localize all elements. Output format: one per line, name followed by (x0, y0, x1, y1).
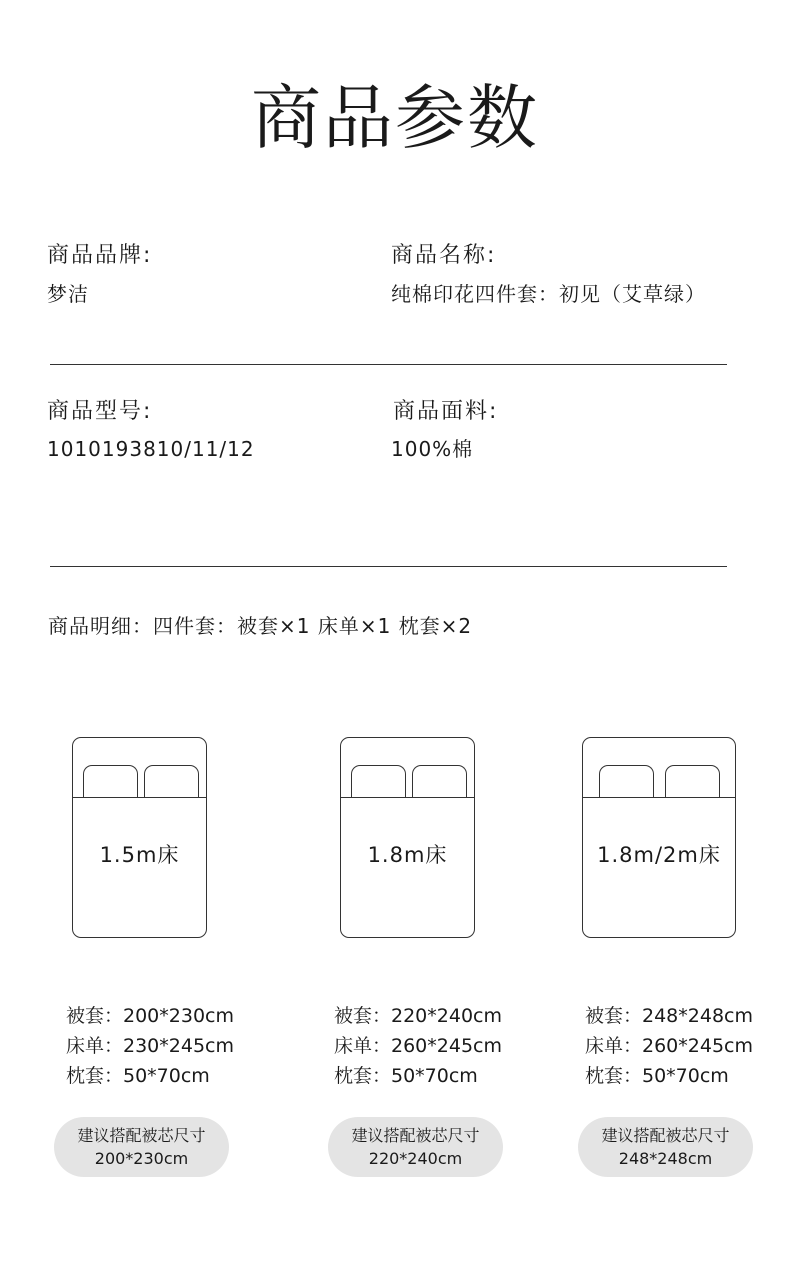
bed-sheet-size: 床单：230*245cm (66, 1035, 234, 1057)
bed-diagram-1-5m (72, 737, 207, 938)
suggested-duvet-title: 建议搭配被芯尺寸 (351, 1126, 480, 1145)
duvet-cover-size: 被套：220*240cm (334, 1005, 502, 1027)
duvet-cover-size: 被套：200*230cm (66, 1005, 234, 1027)
pillowcase-size: 枕套：50*70cm (334, 1065, 478, 1087)
brand-value: 梦洁 (47, 282, 89, 306)
divider (50, 364, 727, 365)
suggested-duvet-title: 建议搭配被芯尺寸 (601, 1126, 730, 1145)
pillowcase-size: 枕套：50*70cm (66, 1065, 210, 1087)
pillow-icon (665, 765, 720, 798)
product-detail: 商品明细：四件套：被套×1 床单×1 枕套×2 (48, 614, 473, 638)
bed-size-label: 1.5m床 (99, 843, 180, 867)
pillow-icon (412, 765, 467, 798)
pillow-icon (144, 765, 199, 798)
model-value: 1010193810/11/12 (47, 437, 255, 461)
bed-size-label: 1.8m/2m床 (597, 843, 721, 867)
bed-diagram-1-8m (340, 737, 475, 938)
bed-sheet-size: 床单：260*245cm (334, 1035, 502, 1057)
pillow-icon (599, 765, 654, 798)
suggested-duvet-size: 220*240cm (368, 1149, 463, 1168)
pillow-icon (351, 765, 406, 798)
pillowcase-size: 枕套：50*70cm (585, 1065, 729, 1087)
page-title: 商品参数 (251, 77, 539, 159)
duvet-cover-size: 被套：248*248cm (585, 1005, 753, 1027)
suggested-duvet-title: 建议搭配被芯尺寸 (77, 1126, 206, 1145)
product-name-value: 纯棉印花四件套：初见（艾草绿） (391, 282, 706, 306)
bed-sheet-line (73, 797, 206, 798)
fabric-label: 商品面料: (393, 399, 499, 424)
suggested-duvet-size: 200*230cm (94, 1149, 189, 1168)
model-label: 商品型号: (47, 399, 153, 424)
bed-size-label: 1.8m床 (367, 843, 448, 867)
bed-sheet-line (341, 797, 474, 798)
divider (50, 566, 727, 567)
suggested-duvet-badge (328, 1117, 503, 1177)
product-name-label: 商品名称: (391, 243, 497, 268)
pillow-icon (83, 765, 138, 798)
bed-sheet-line (583, 797, 735, 798)
bed-sheet-size: 床单：260*245cm (585, 1035, 753, 1057)
bed-diagram-2m (582, 737, 736, 938)
fabric-value: 100%棉 (391, 437, 474, 461)
suggested-duvet-size: 248*248cm (618, 1149, 713, 1168)
suggested-duvet-badge (578, 1117, 753, 1177)
brand-label: 商品品牌: (47, 243, 153, 268)
suggested-duvet-badge (54, 1117, 229, 1177)
